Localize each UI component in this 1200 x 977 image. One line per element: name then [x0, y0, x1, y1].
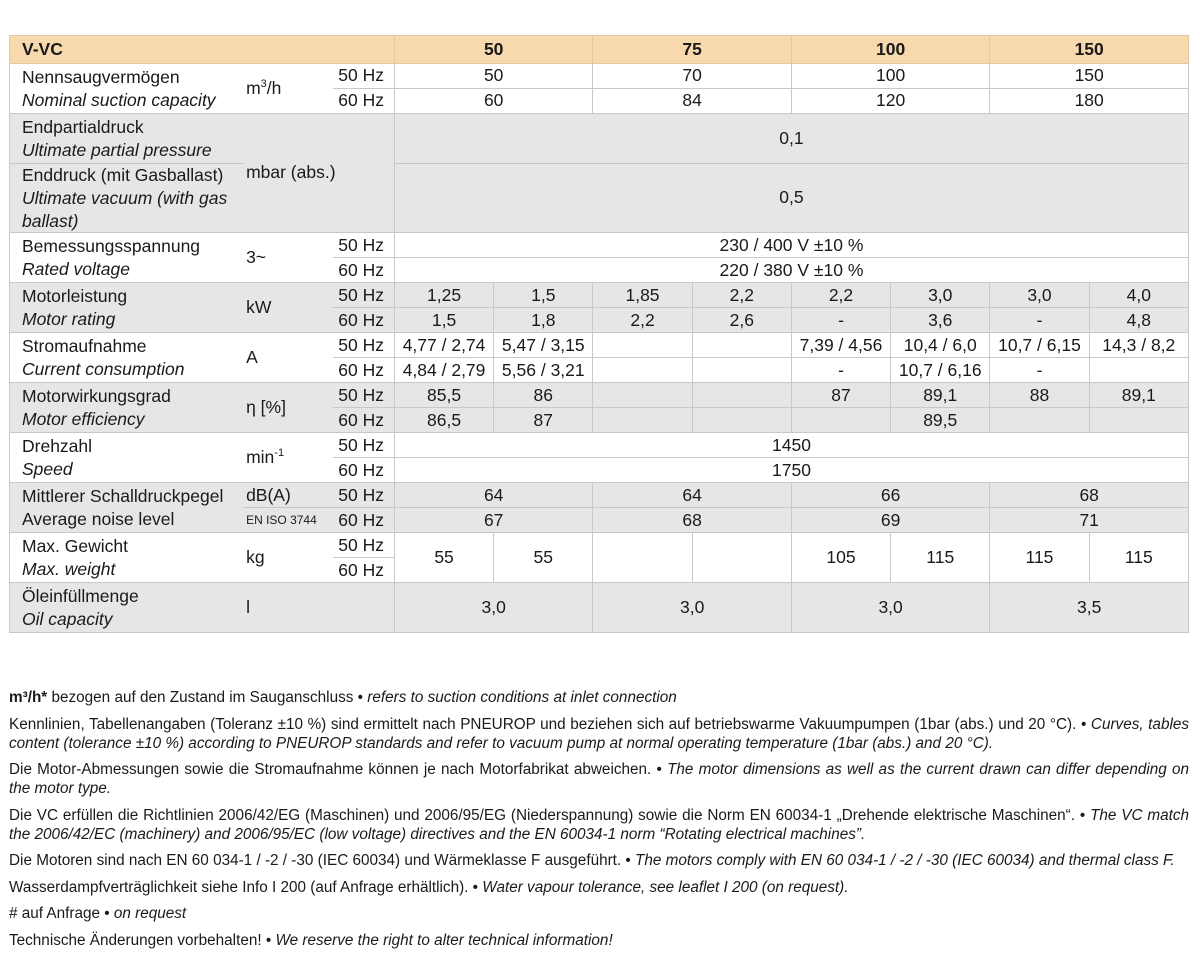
value-cell [692, 533, 791, 583]
footnote: m³/h* bezogen auf den Zustand im Sauganschluss • refers to suction conditions at inlet connection [9, 689, 677, 706]
value-cell: 4,0 [1089, 283, 1188, 308]
value-cell: 4,8 [1089, 308, 1188, 333]
footnote: # auf Anfrage • on request [9, 905, 187, 922]
footnote: Wasserdampfverträglichkeit siehe Info I 200 (auf Anfrage erhältlich). • Water vapour tolerance, see leaflet I 200 (on request). [9, 878, 849, 896]
ultimate-vacuum-row [10, 164, 1189, 233]
unit-label: kg [243, 533, 333, 583]
unit-label: l [243, 583, 394, 633]
value-cell: 1,5 [394, 308, 493, 333]
value-cell: 84 [593, 89, 791, 114]
motor-rating-row-50 [10, 283, 1189, 308]
value-cell [692, 333, 791, 358]
value-cell [692, 383, 791, 408]
value-cell: 4,84 / 2,79 [394, 358, 493, 383]
value-cell: 69 [791, 508, 989, 533]
size-header: 150 [990, 36, 1189, 64]
value-cell: 150 [990, 64, 1189, 89]
footnote: Kennlinien, Tabellenangaben (Toleranz ±10 %) sind ermittelt nach PNEUROP und beziehen sich auf betriebswarme Vakuumpumpen (1bar (abs.) und 20 °C). • Curves, tables content (tolerance ±10 %) according to PNEUROP standards and refer to vacuum pump at normal operating temperature (1bar (abs.) and 20 °C). [9, 715, 1190, 752]
frequency-label: 60 Hz [333, 258, 394, 283]
frequency-label: 50 Hz [333, 383, 394, 408]
value-cell: 3,0 [990, 283, 1089, 308]
footnotes [9, 688, 1189, 957]
param-label: Mittlerer Schalldruckpegel Average noise level [10, 483, 244, 533]
value-cell: 4,77 / 2,74 [394, 333, 493, 358]
value-cell: 1,5 [494, 283, 593, 308]
value-cell: 64 [593, 483, 791, 508]
param-label: Motorleistung Motor rating [10, 283, 244, 333]
footnote: Technische Änderungen vorbehalten! • We reserve the right to alter technical information! [9, 931, 613, 949]
frequency-label: 60 Hz [333, 458, 394, 483]
param-label: Stromaufnahme Current consumption [10, 333, 244, 383]
value-cell [593, 358, 692, 383]
unit-label: mbar (abs.) [243, 114, 394, 233]
value-cell: 3,0 [891, 283, 990, 308]
value-cell: - [990, 358, 1089, 383]
param-label: Nennsaugvermögen Nominal suction capacity [10, 64, 244, 114]
value-cell: 105 [791, 533, 890, 583]
value-cell: 220 / 380 V ±10 % [394, 258, 1188, 283]
value-cell: 115 [990, 533, 1089, 583]
frequency-label: 60 Hz [333, 558, 394, 583]
value-cell: 89,1 [891, 383, 990, 408]
value-cell: 55 [494, 533, 593, 583]
value-cell: 70 [593, 64, 791, 89]
noise-row-50 [10, 483, 1189, 508]
footnote: Die Motor-Abmessungen sowie die Stromaufnahme können je nach Motorfabrikat abweichen. • The motor dimensions as well as the current drawn can differ depending on the motor type. [9, 761, 1189, 797]
value-cell: 3,0 [791, 583, 989, 633]
speed-row-50 [10, 433, 1189, 458]
param-label: Endpartialdruck Ultimate partial pressure [10, 114, 244, 164]
value-cell: 0,1 [394, 114, 1188, 164]
unit-label: $\min^{-1}$ [243, 433, 333, 483]
unit-label: 3~ [243, 233, 333, 283]
value-cell: 1750 [394, 458, 1188, 483]
unit-label: η [%] [243, 383, 333, 433]
value-cell: 2,2 [791, 283, 890, 308]
value-cell: - [990, 308, 1089, 333]
value-cell: 64 [394, 483, 592, 508]
value-cell: 14,3 / 8,2 [1089, 333, 1188, 358]
value-cell: 115 [1089, 533, 1188, 583]
value-cell: 120 [791, 89, 989, 114]
value-cell: 5,47 / 3,15 [494, 333, 593, 358]
param-label: Motorwirkungsgrad Motor efficiency [10, 383, 244, 433]
value-cell: 86 [494, 383, 593, 408]
unit-label: dB(A) [243, 483, 333, 508]
header-row [10, 36, 1189, 64]
value-cell: 5,56 / 3,21 [494, 358, 593, 383]
value-cell: 2,6 [692, 308, 791, 333]
frequency-label: 50 Hz [333, 283, 394, 308]
size-header: 100 [791, 36, 989, 64]
value-cell: 89,1 [1089, 383, 1188, 408]
value-cell: 66 [791, 483, 989, 508]
frequency-label: 50 Hz [333, 333, 394, 358]
frequency-label: 60 Hz [333, 508, 394, 533]
size-header: 75 [593, 36, 791, 64]
unit-label: kW [243, 283, 333, 333]
value-cell: 68 [593, 508, 791, 533]
value-cell: 88 [990, 383, 1089, 408]
value-cell: 60 [394, 89, 592, 114]
value-cell: 230 / 400 V ±10 % [394, 233, 1188, 258]
current-row-50 [10, 333, 1189, 358]
value-cell: 1450 [394, 433, 1188, 458]
frequency-label: 50 Hz [333, 433, 394, 458]
suction-row-50 [10, 64, 1189, 89]
specification-table [9, 35, 1189, 633]
footnote: Die Motoren sind nach EN 60 034-1 / -2 / -30 (IEC 60034) und Wärmeklasse F ausgeführt. • The motors comply with EN 60 034-1 / -2 / -30 (IEC 60034) and thermal class F. [9, 852, 1175, 869]
value-cell [593, 333, 692, 358]
value-cell: - [791, 358, 890, 383]
value-cell [692, 408, 791, 433]
param-label: Drehzahl Speed [10, 433, 244, 483]
value-cell: 2,2 [692, 283, 791, 308]
value-cell: 89,5 [891, 408, 990, 433]
value-cell: 100 [791, 64, 989, 89]
value-cell [1089, 358, 1188, 383]
voltage-row-50 [10, 233, 1189, 258]
param-label: Öleinfüllmenge Oil capacity [10, 583, 244, 633]
value-cell: 7,39 / 4,56 [791, 333, 890, 358]
param-label: Enddruck (mit Gasballast) Ultimate vacuum (with gas ballast) [10, 164, 244, 233]
value-cell: 10,7 / 6,16 [891, 358, 990, 383]
value-cell: 85,5 [394, 383, 493, 408]
value-cell: 115 [891, 533, 990, 583]
value-cell: 3,0 [394, 583, 592, 633]
frequency-label: 50 Hz [333, 533, 394, 558]
value-cell: 10,7 / 6,15 [990, 333, 1089, 358]
value-cell: 2,2 [593, 308, 692, 333]
value-cell: - [791, 308, 890, 333]
frequency-label: 60 Hz [333, 358, 394, 383]
param-label: Bemessungsspannung Rated voltage [10, 233, 244, 283]
value-cell [791, 408, 890, 433]
oil-row [10, 583, 1189, 633]
value-cell: 87 [791, 383, 890, 408]
value-cell [990, 408, 1089, 433]
value-cell: 87 [494, 408, 593, 433]
value-cell: 68 [990, 483, 1189, 508]
value-cell [593, 383, 692, 408]
size-header: 50 [394, 36, 592, 64]
value-cell: 1,25 [394, 283, 493, 308]
efficiency-row-50 [10, 383, 1189, 408]
value-cell: 71 [990, 508, 1189, 533]
value-cell: 86,5 [394, 408, 493, 433]
frequency-label: 50 Hz [333, 64, 394, 89]
param-label: Max. Gewicht Max. weight [10, 533, 244, 583]
partial-pressure-row [10, 114, 1189, 164]
value-cell: 180 [990, 89, 1189, 114]
unit-label: A [243, 333, 333, 383]
unit-label: $m^3/h$ [243, 64, 333, 114]
value-cell: 0,5 [394, 164, 1188, 233]
value-cell [1089, 408, 1188, 433]
value-cell: 1,8 [494, 308, 593, 333]
value-cell: 3,5 [990, 583, 1189, 633]
value-cell: 1,85 [593, 283, 692, 308]
frequency-label: 60 Hz [333, 89, 394, 114]
frequency-label: 50 Hz [333, 483, 394, 508]
value-cell: 67 [394, 508, 592, 533]
value-cell: 55 [394, 533, 493, 583]
value-cell: 10,4 / 6,0 [891, 333, 990, 358]
value-cell: 50 [394, 64, 592, 89]
footnote: Die VC erfüllen die Richtlinien 2006/42/EG (Maschinen) und 2006/95/EG (Niederspannung) sowie die Norm EN 60034-1 „Drehende elektrische Maschinen“. • The VC match the 2006/42/EC (machinery) and 2006/95/EC (low voltage) directives and the EN 60034-1 norm “Rotating electrical machines”. [9, 806, 1190, 843]
value-cell [593, 533, 692, 583]
frequency-label: 60 Hz [333, 308, 394, 333]
value-cell [593, 408, 692, 433]
weight-row-50 [10, 533, 1189, 558]
frequency-label: 60 Hz [333, 408, 394, 433]
value-cell: 3,0 [593, 583, 791, 633]
value-cell: 3,6 [891, 308, 990, 333]
standard-label: EN ISO 3744 [243, 508, 333, 533]
frequency-label: 50 Hz [333, 233, 394, 258]
value-cell [692, 358, 791, 383]
model-series-header: V-VC [10, 36, 395, 64]
